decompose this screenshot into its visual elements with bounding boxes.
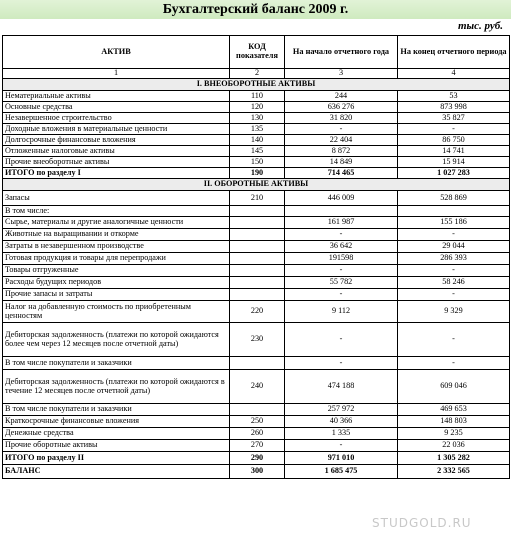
row-end: 873 998 [398,102,510,113]
row-code: 190 [230,168,285,179]
table-row [3,357,510,370]
row-name: Животные на выращивании и откорме [3,229,230,241]
header-asset: АКТИВ [3,36,230,69]
row-start: 40 366 [285,416,398,428]
row-name: Основные средства [3,102,230,113]
section-title: II. ОБОРОТНЫЕ АКТИВЫ [3,179,510,191]
row-code: 290 [230,452,285,465]
table-row [3,323,510,357]
row-end: 286 393 [398,253,510,265]
row-name: БАЛАНС [3,465,230,479]
row-start: - [285,440,398,452]
row-code [230,217,285,229]
row-start: - [285,357,398,370]
row-start: - [285,124,398,135]
table-row [3,229,510,241]
row-start: - [285,265,398,277]
header-numbers-row [3,69,510,79]
row-code: 230 [230,323,285,357]
row-code [230,229,285,241]
row-end: 22 036 [398,440,510,452]
row-end: 58 246 [398,277,510,289]
table-row [3,135,510,146]
row-end: 86 750 [398,135,510,146]
row-code: 270 [230,440,285,452]
row-end: - [398,229,510,241]
row-name: Прочие внеоборотные активы [3,157,230,168]
row-end: 15 914 [398,157,510,168]
row-start: 161 987 [285,217,398,229]
row-name: Прочие оборотные активы [3,440,230,452]
table-row [3,301,510,323]
row-end: - [398,265,510,277]
units-label: тыс. руб. [457,20,503,32]
row-name: Дебиторская задолженность (платежи по которой ожидаются в течение 12 месяцев после отчетной даты) [3,370,230,404]
row-code: 300 [230,465,285,479]
row-code [230,241,285,253]
col-number: 2 [230,69,285,79]
row-name: Доходные вложения в материальные ценности [3,124,230,135]
row-code [230,277,285,289]
row-name: Расходы будущих периодов [3,277,230,289]
row-end: 29 044 [398,241,510,253]
row-end: 155 186 [398,217,510,229]
row-code: 135 [230,124,285,135]
row-start: 14 849 [285,157,398,168]
row-name: ИТОГО по разделу II [3,452,230,465]
section-title: I. ВНЕОБОРОТНЫЕ АКТИВЫ [3,79,510,91]
row-code [230,289,285,301]
row-code: 260 [230,428,285,440]
row-start: 446 009 [285,191,398,206]
row-start: - [285,289,398,301]
table-row [3,253,510,265]
row-end: 1 027 283 [398,168,510,179]
row-name: Затраты в незавершенном производстве [3,241,230,253]
row-end: 35 827 [398,113,510,124]
row-name: Налог на добавленную стоимость по приобретенным ценностям [3,301,230,323]
row-name: Сырье, материалы и другие аналогичные ценности [3,217,230,229]
table-row [3,277,510,289]
table-row [3,428,510,440]
row-code [230,357,285,370]
row-start: 9 112 [285,301,398,323]
row-name: Готовая продукция и товары для перепродажи [3,253,230,265]
table-row [3,124,510,135]
row-end: 1 305 282 [398,452,510,465]
row-code: 145 [230,146,285,157]
row-code: 250 [230,416,285,428]
row-code: 140 [230,135,285,146]
row-start: - [285,229,398,241]
total-row [3,452,510,465]
row-start: 1 335 [285,428,398,440]
row-end: - [398,323,510,357]
row-name: В том числе: [3,206,230,217]
balance-table [2,35,510,479]
col-number: 4 [398,69,510,79]
row-start: 8 872 [285,146,398,157]
row-end: 2 332 565 [398,465,510,479]
row-name: Дебиторская задолженность (платежи по которой ожидаются более чем через 12 месяцев после отчетной даты) [3,323,230,357]
row-start: 31 820 [285,113,398,124]
table-row [3,370,510,404]
row-start: 971 010 [285,452,398,465]
row-code: 130 [230,113,285,124]
row-name: В том числе покупатели и заказчики [3,404,230,416]
row-code: 210 [230,191,285,206]
row-name: Денежные средства [3,428,230,440]
row-start: 22 404 [285,135,398,146]
row-name: В том числе покупатели и заказчики [3,357,230,370]
total-row [3,465,510,479]
row-code [230,206,285,217]
table-row [3,157,510,168]
row-start [285,206,398,217]
row-end: 9 235 [398,428,510,440]
row-name: Незавершенное строительство [3,113,230,124]
table-row [3,102,510,113]
table-row [3,241,510,253]
row-end: 609 046 [398,370,510,404]
row-end: - [398,124,510,135]
document-title: Бухгалтерский баланс 2009 г. [162,2,349,17]
row-code [230,265,285,277]
total-row [3,168,510,179]
table-row [3,404,510,416]
row-code [230,404,285,416]
table-row [3,191,510,206]
row-end: 469 653 [398,404,510,416]
row-name: Товары отгруженные [3,265,230,277]
row-start: 36 642 [285,241,398,253]
row-name: Прочие запасы и затраты [3,289,230,301]
row-code: 150 [230,157,285,168]
section-row [3,179,510,191]
col-number: 3 [285,69,398,79]
table-row [3,265,510,277]
header-end: На конец отчетного периода [398,36,510,69]
section-row [3,79,510,91]
row-end: - [398,289,510,301]
col-number: 1 [3,69,230,79]
row-end [398,206,510,217]
row-name: Отложенные налоговые активы [3,146,230,157]
row-code [230,253,285,265]
row-end: 9 329 [398,301,510,323]
row-start: 714 465 [285,168,398,179]
row-code: 240 [230,370,285,404]
table-row [3,289,510,301]
row-end: - [398,357,510,370]
watermark: STUDGOLD.RU [372,516,472,530]
header-start: На начало отчетного года [285,36,398,69]
row-code: 120 [230,102,285,113]
row-start: 474 188 [285,370,398,404]
row-end: 528 869 [398,191,510,206]
row-end: 53 [398,91,510,102]
row-start: 257 972 [285,404,398,416]
table-row [3,91,510,102]
row-start: 244 [285,91,398,102]
row-end: 14 741 [398,146,510,157]
row-start: 636 276 [285,102,398,113]
table-row [3,146,510,157]
row-name: Запасы [3,191,230,206]
row-start: - [285,323,398,357]
table-row [3,217,510,229]
header-row [3,36,510,69]
row-start: 191598 [285,253,398,265]
header-code: КОД показателя [230,36,285,69]
row-start: 1 685 475 [285,465,398,479]
row-end: 148 803 [398,416,510,428]
row-start: 55 782 [285,277,398,289]
row-name: Краткосрочные финансовые вложения [3,416,230,428]
row-name: Нематериальные активы [3,91,230,102]
row-name: Долгосрочные финансовые вложения [3,135,230,146]
row-code: 220 [230,301,285,323]
table-row [3,416,510,428]
table-row [3,440,510,452]
table-row [3,206,510,217]
row-name: ИТОГО по разделу I [3,168,230,179]
row-code: 110 [230,91,285,102]
table-row [3,113,510,124]
